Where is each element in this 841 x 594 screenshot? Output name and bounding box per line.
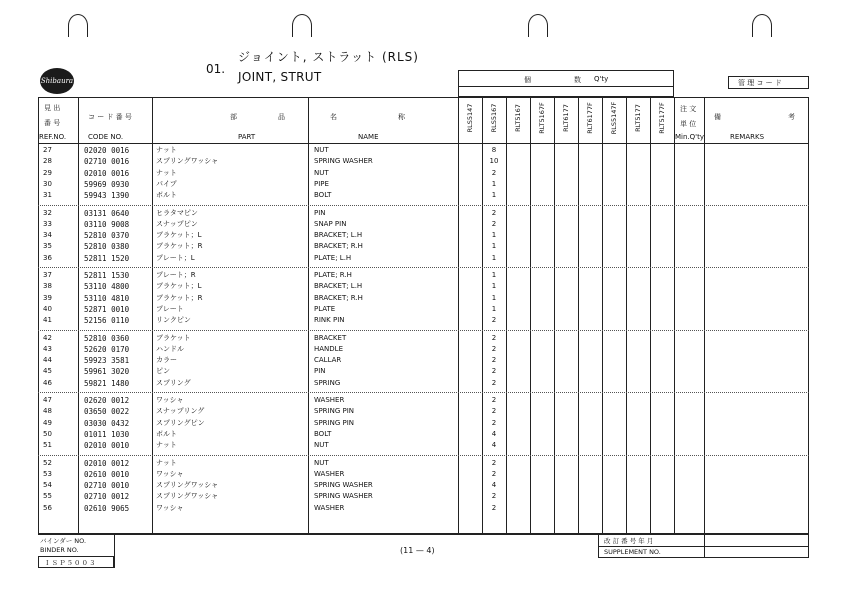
row-ref: 35 [43, 242, 52, 251]
row-part: ワッシャ [156, 396, 184, 404]
row-name: BOLT [314, 191, 332, 200]
ref-header-jp-1: 見 出 [44, 104, 61, 112]
code-header-jp: コ ー ド 番 号 [88, 113, 132, 121]
row-part: ピン [156, 367, 170, 376]
row-ref: 29 [43, 168, 52, 177]
model-header-6: RLT6177F [586, 102, 594, 134]
row-code: 01011 1030 [84, 429, 130, 439]
model-header-5: RLT6177 [562, 104, 570, 132]
row-qty: 4 [491, 441, 497, 450]
row-qty: 10 [489, 157, 499, 166]
row-name: SPRING WASHER [314, 481, 373, 490]
qty-label-en: Q'ty [594, 75, 609, 83]
row-code: 53110 4810 [84, 293, 130, 303]
group-separator [38, 392, 809, 393]
row-name: SNAP PIN [314, 219, 347, 228]
code-header-en: CODE NO. [88, 133, 124, 141]
col-rule-code [152, 97, 153, 534]
row-part: プレート；R [156, 271, 196, 279]
row-qty: 2 [491, 492, 497, 501]
col-rule-part [308, 97, 309, 534]
row-code: 52811 1520 [84, 253, 130, 263]
row-name: RINK PIN [314, 316, 345, 325]
row-part: ナット [156, 458, 177, 467]
row-ref: 52 [43, 458, 52, 467]
row-part: ナット [156, 168, 177, 177]
row-part: ナット [156, 441, 177, 450]
order-header-jp-1: 注 文 [680, 105, 697, 113]
model-header-1: RLS5147 [466, 103, 474, 133]
remarks-header-jp-1: 備 [714, 113, 721, 121]
row-code: 59943 1390 [84, 191, 130, 201]
group-separator [38, 267, 809, 268]
row-name: NUT [314, 441, 329, 450]
row-name: PIPE [314, 179, 329, 188]
row-part: カラー [156, 356, 177, 365]
col-rule-m8 [650, 97, 651, 534]
ref-header-jp-2: 番 号 [44, 119, 61, 127]
row-qty: 2 [491, 344, 497, 353]
row-name: WASHER [314, 396, 345, 404]
row-name: PIN [314, 367, 326, 376]
row-qty: 2 [491, 396, 497, 404]
row-ref: 41 [43, 316, 52, 325]
row-part: リンクピン [156, 316, 191, 325]
col-rule-m7 [626, 97, 627, 534]
col-rule-name [458, 97, 459, 534]
row-name: PLATE; R.H [314, 271, 352, 279]
row-qty: 2 [491, 458, 497, 467]
row-ref: 38 [43, 282, 52, 291]
row-ref: 54 [43, 481, 52, 490]
row-name: SPRING WASHER [314, 492, 373, 501]
row-code: 02020 0016 [84, 146, 130, 155]
row-part: スプリング [156, 378, 191, 387]
model-header-3: RLT5167 [514, 104, 522, 132]
name-header-jp-1: 名 [330, 113, 337, 121]
row-ref: 47 [43, 396, 52, 404]
row-qty: 2 [491, 378, 497, 387]
group-separator [38, 330, 809, 331]
row-part: ブラケット；R [156, 242, 203, 251]
row-name: BRACKET; R.H [314, 293, 363, 302]
row-part: ハンドル [156, 344, 184, 353]
row-part: プレート；L [156, 253, 195, 262]
control-code-label: 管 理 コ ー ド [738, 79, 782, 87]
row-qty: 1 [491, 253, 497, 262]
row-code: 52810 0360 [84, 333, 130, 343]
row-part: ブラケット；L [156, 282, 202, 291]
row-part: プレート [156, 304, 184, 313]
row-code: 59969 0930 [84, 179, 130, 189]
row-ref: 36 [43, 253, 52, 262]
row-name: BRACKET [314, 333, 347, 342]
row-code: 02010 0016 [84, 168, 130, 178]
qty-label-jp-1: 個 [524, 76, 531, 84]
qty-label-jp-2: 数 [574, 76, 581, 84]
row-ref: 28 [43, 157, 52, 166]
row-name: CALLAR [314, 356, 342, 365]
row-code: 02010 0012 [84, 458, 130, 468]
binder-rule [114, 534, 115, 568]
col-rule-remarks [704, 97, 705, 534]
row-ref: 32 [43, 208, 52, 217]
row-code: 59821 1480 [84, 378, 130, 388]
binder-hole-4 [752, 14, 772, 37]
row-name: PIN [314, 208, 326, 217]
row-name: BRACKET; R.H [314, 242, 363, 251]
row-ref: 31 [43, 191, 52, 200]
row-qty: 1 [491, 282, 497, 291]
row-code: 03131 0640 [84, 208, 130, 218]
qty-group-divider [458, 86, 674, 87]
row-qty: 2 [491, 356, 497, 365]
row-qty: 1 [491, 242, 497, 251]
row-name: NUT [314, 458, 329, 467]
row-qty: 1 [491, 231, 497, 240]
row-ref: 42 [43, 333, 52, 342]
binder-hole-3 [528, 14, 548, 37]
row-qty: 4 [491, 481, 497, 490]
row-ref: 43 [43, 344, 52, 353]
row-qty: 2 [491, 316, 497, 325]
row-name: BRACKET; L.H [314, 231, 363, 240]
row-code: 52810 0370 [84, 231, 130, 241]
qty-group-header [458, 70, 674, 97]
row-name: BRACKET; L.H [314, 282, 363, 291]
row-part: スナップリング [156, 407, 205, 416]
name-header-en: NAME [358, 133, 379, 141]
order-header-jp-2: 単 位 [680, 120, 697, 128]
row-ref: 40 [43, 304, 52, 313]
model-header-2: RLS5167 [490, 103, 498, 133]
row-code: 02610 9065 [84, 503, 130, 513]
row-code: 59923 3581 [84, 356, 130, 366]
supplement-label-en: SUPPLEMENT NO. [604, 548, 661, 556]
row-qty: 2 [491, 469, 497, 478]
row-ref: 44 [43, 356, 52, 365]
page-number: (11 — 4) [400, 546, 435, 555]
row-code: 52156 0110 [84, 316, 130, 326]
row-name: PLATE [314, 304, 336, 313]
row-qty: 1 [491, 293, 497, 302]
part-header-jp-1: 部 [230, 113, 237, 121]
binder-hole-1 [68, 14, 88, 37]
row-part: ブラケット；L [156, 231, 202, 240]
row-part: ブラケット；R [156, 293, 203, 302]
header-bottom-rule [38, 143, 809, 144]
row-qty: 8 [491, 146, 497, 154]
row-name: SPRING PIN [314, 407, 355, 416]
row-part: ワッシャ [156, 469, 184, 478]
row-qty: 1 [491, 271, 497, 279]
row-ref: 30 [43, 179, 52, 188]
part-header-jp-2: 品 [278, 113, 285, 121]
row-part: ブラケット [156, 333, 191, 342]
row-part: スナップピン [156, 219, 198, 228]
row-ref: 34 [43, 231, 52, 240]
row-name: WASHER [314, 503, 345, 512]
row-name: WASHER [314, 469, 345, 478]
row-name: HANDLE [314, 344, 344, 353]
row-ref: 37 [43, 271, 52, 279]
parts-table-frame [38, 97, 809, 534]
row-qty: 1 [491, 179, 497, 188]
model-header-9: RLT5177F [658, 102, 666, 134]
row-code: 02710 0012 [84, 492, 130, 502]
col-rule-m6 [602, 97, 603, 534]
row-qty: 2 [491, 367, 497, 376]
row-qty: 2 [491, 503, 497, 512]
row-name: PLATE; L.H [314, 253, 352, 262]
row-qty: 2 [491, 208, 497, 217]
row-ref: 27 [43, 146, 52, 154]
row-code: 02620 0012 [84, 396, 130, 405]
row-code: 53110 4800 [84, 282, 130, 292]
binder-label-jp: バインダー NO. [40, 537, 87, 545]
name-header-jp-2: 称 [398, 113, 405, 121]
col-rule-m1 [482, 97, 483, 534]
row-code: 52810 0380 [84, 242, 130, 252]
row-code: 03030 0432 [84, 418, 130, 428]
model-header-4: RLT5167F [538, 102, 546, 134]
group-separator [38, 455, 809, 456]
ref-header-en: REF.NO. [39, 133, 67, 141]
row-code: 03110 9008 [84, 219, 130, 229]
row-code: 02710 0010 [84, 481, 130, 491]
brand-logo: Shibaura [40, 68, 74, 94]
binder-number: ＩＳＰ５００３ [44, 559, 97, 567]
row-ref: 49 [43, 418, 52, 427]
col-rule-ref [78, 97, 79, 534]
row-name: SPRING [314, 378, 341, 387]
col-rule-m4 [554, 97, 555, 534]
row-code: 02010 0010 [84, 441, 130, 451]
part-header-en: PART [238, 133, 256, 141]
page-title-jp: ジョイント, ストラット (RLS) [238, 50, 419, 64]
supplement-label-jp: 改 訂 番 号 年 月 [604, 537, 654, 545]
row-part: ボルト [156, 191, 177, 200]
row-name: NUT [314, 168, 329, 177]
row-ref: 53 [43, 469, 52, 478]
col-rule-m3 [530, 97, 531, 534]
col-rule-m5 [578, 97, 579, 534]
row-ref: 48 [43, 407, 52, 416]
row-part: スプリングワッシャ [156, 492, 219, 501]
model-header-7: RLS5147F [610, 101, 618, 135]
group-separator [38, 205, 809, 206]
col-rule-order [674, 97, 675, 534]
row-part: ワッシャ [156, 503, 184, 512]
row-part: パイプ [156, 179, 177, 188]
row-part: ボルト [156, 429, 177, 438]
row-name: SPRING WASHER [314, 157, 373, 166]
row-qty: 2 [491, 418, 497, 427]
row-ref: 45 [43, 367, 52, 376]
remarks-header-en: REMARKS [730, 133, 765, 141]
row-name: BOLT [314, 429, 332, 438]
row-qty: 2 [491, 219, 497, 228]
row-part: スプリングワッシャ [156, 481, 219, 490]
row-code: 03650 0022 [84, 407, 130, 417]
row-name: NUT [314, 146, 329, 154]
row-part: スプリングワッシャ [156, 157, 219, 166]
row-ref: 51 [43, 441, 52, 450]
row-code: 52811 1530 [84, 271, 130, 280]
row-code: 59961 3020 [84, 367, 130, 377]
model-header-8: RLT5177 [634, 104, 642, 132]
row-part: ヒラタマピン [156, 208, 198, 217]
row-code: 52620 0170 [84, 344, 130, 354]
row-ref: 50 [43, 429, 52, 438]
remarks-header-jp-2: 考 [788, 113, 795, 121]
row-ref: 56 [43, 503, 52, 512]
binder-label-en: BINDER NO. [40, 546, 79, 554]
row-ref: 46 [43, 378, 52, 387]
section-number: 01. [206, 62, 226, 76]
row-ref: 33 [43, 219, 52, 228]
supplement-rule [704, 534, 705, 558]
row-part: スプリングピン [156, 418, 205, 427]
page-title-en: JOINT, STRUT [238, 70, 322, 84]
row-qty: 4 [491, 429, 497, 438]
binder-hole-2 [292, 14, 312, 37]
col-rule-m2 [506, 97, 507, 534]
row-ref: 55 [43, 492, 52, 501]
row-code: 52871 0010 [84, 304, 130, 314]
row-code: 02610 0010 [84, 469, 130, 479]
row-qty: 2 [491, 168, 497, 177]
row-qty: 2 [491, 333, 497, 342]
order-header-en: Min.Q'ty [675, 133, 704, 141]
row-name: SPRING PIN [314, 418, 355, 427]
row-ref: 39 [43, 293, 52, 302]
row-qty: 1 [491, 191, 497, 200]
row-qty: 2 [491, 407, 497, 416]
row-part: ナット [156, 146, 177, 154]
row-code: 02710 0016 [84, 157, 130, 167]
row-qty: 1 [491, 304, 497, 313]
